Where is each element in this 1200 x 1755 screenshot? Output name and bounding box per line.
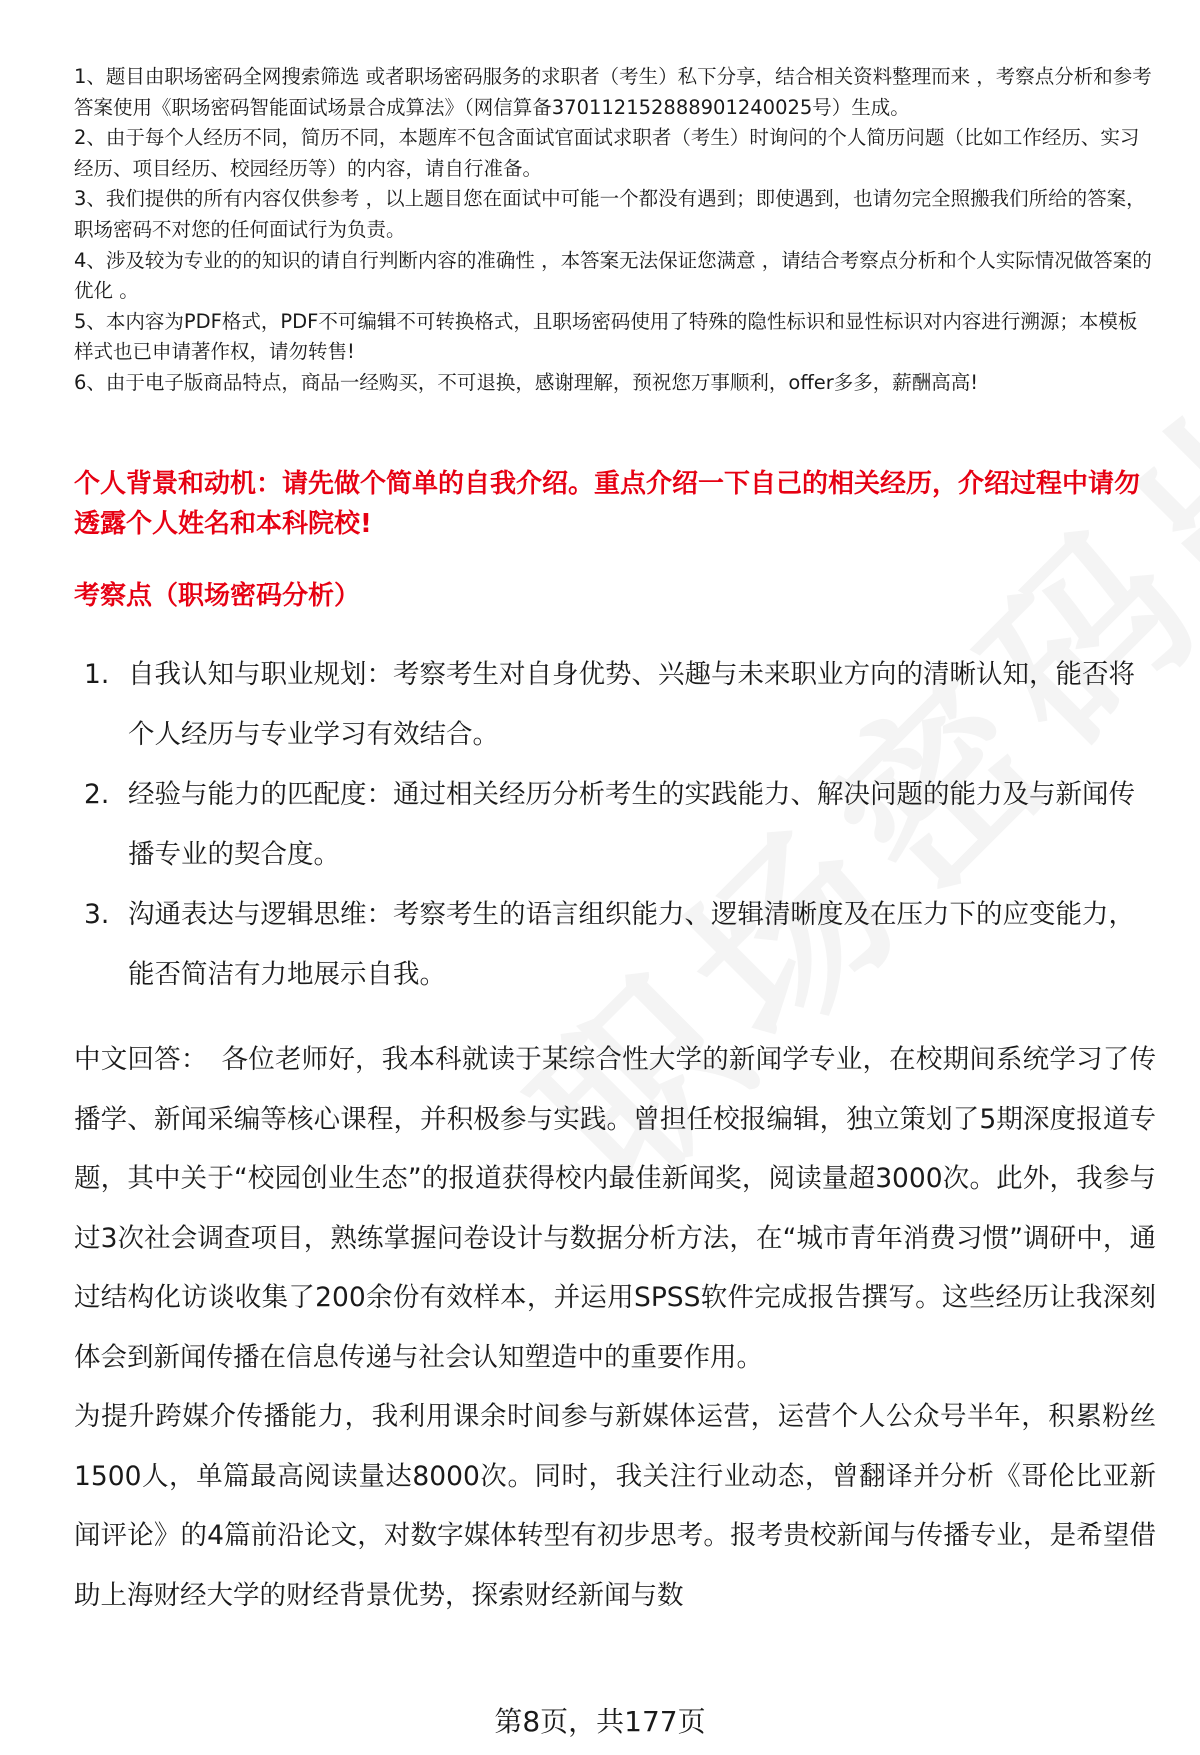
point-number: 2. [84, 779, 110, 810]
point-text: 经验与能力的匹配度：通过相关经历分析考生的实践能力、解决问题的能力及与新闻传播专业的契合度。 [128, 779, 1135, 870]
point-text: 沟通表达与逻辑思维：考察考生的语言组织能力、逻辑清晰度及在压力下的应变能力，能否简洁有力地展示自我。 [128, 899, 1135, 990]
answer-paragraph: 为提升跨媒介传播能力，我利用课余时间参与新媒体运营，运营个人公众号半年，积累粉丝1500人，单篇最高阅读量达8000次。同时，我关注行业动态，曾翻译并分析《哥伦比亚新闻评论》的4篇前沿论文，对数字媒体转型有初步思考。报考贵校新闻与传播专业，是希望借助上海财经大学的财经背景优势，探索财经新闻与数 [74, 1401, 1156, 1611]
analysis-heading: 考察点（职场密码分析） [74, 581, 361, 611]
disclaimer-item: 2、由于每个人经历不同，简历不同，本题库不包含面试官面试求职者（考生）时询问的个人简历问题（比如工作经历、实习经历、项目经历、校园经历等）的内容，请自行准备。 [74, 126, 1140, 180]
point-number: 1. [84, 659, 110, 690]
answer-label: 中文回答： [74, 1044, 208, 1075]
analysis-point [80, 765, 1160, 885]
page-number: 第8页，共177页 [494, 1705, 706, 1738]
disclaimer-item: 5、本内容为PDF格式，PDF不可编辑不可转换格式，且职场密码使用了特殊的隐性标识和显性标识对内容进行溯源；本模板样式也已申请著作权，请勿转售! [74, 309, 1138, 364]
point-text: 自我认知与职业规划：考察考生对自身优势、兴趣与未来职业方向的清晰认知，能否将个人经历与专业学习有效结合。 [128, 659, 1135, 750]
answer-paragraph [74, 1030, 1156, 1387]
disclaimer-item: 3、我们提供的所有内容仅供参考 ，以上题目您在面试中可能一个都没有遇到；即使遇到，也请勿完全照搬我们所给的答案，职场密码不对您的任何面试行为负责。 [74, 187, 1146, 241]
answer-text: 各位老师好，我本科就读于某综合性大学的新闻学专业，在校期间系统学习了传播学、新闻采编等核心课程，并积极参与实践。曾担任校报编辑，独立策划了5期深度报道专题，其中关于“校园创业生态”的报道获得校内最佳新闻奖，阅读量超3000次。此外，我参与过3次社会调查项目，熟练掌握问卷设计与数据分析方法，在“城市青年消费习惯”调研中，通过结构化访谈收集了200余份有效样本，并运用SPSS软件完成报告撰写。这些经历让我深刻体会到新闻传播在信息传递与社会认知塑造中的重要作用。 [74, 1044, 1157, 1373]
analysis-points-list [80, 645, 1160, 1005]
disclaimer-notes [74, 62, 1154, 399]
disclaimer-item: 6、由于电子版商品特点，商品一经购买，不可退换，感谢理解，预祝您万事顺利，offer多多，薪酬高高! [74, 370, 979, 394]
answer-section [74, 1030, 1156, 1625]
analysis-point [80, 645, 1160, 765]
disclaimer-item: 4、涉及较为专业的的知识的请自行判断内容的准确性 ，本答案无法保证您满意 ，请结合考察点分析和个人实际情况做答案的优化 。 [74, 248, 1152, 303]
question-heading: 个人背景和动机：请先做个简单的自我介绍。重点介绍一下自己的相关经历，介绍过程中请勿透露个人姓名和本科院校! [74, 469, 1141, 539]
analysis-point [80, 885, 1160, 1005]
disclaimer-item: 1、题目由职场密码全网搜索筛选 或者职场密码服务的求职者（考生）私下分享，结合相关资料整理而来 ，考察点分析和参考答案使用《职场密码智能面试场景合成算法》（网信算备370112152888901240025号）生成。 [74, 65, 1152, 119]
point-number: 3. [84, 899, 110, 930]
